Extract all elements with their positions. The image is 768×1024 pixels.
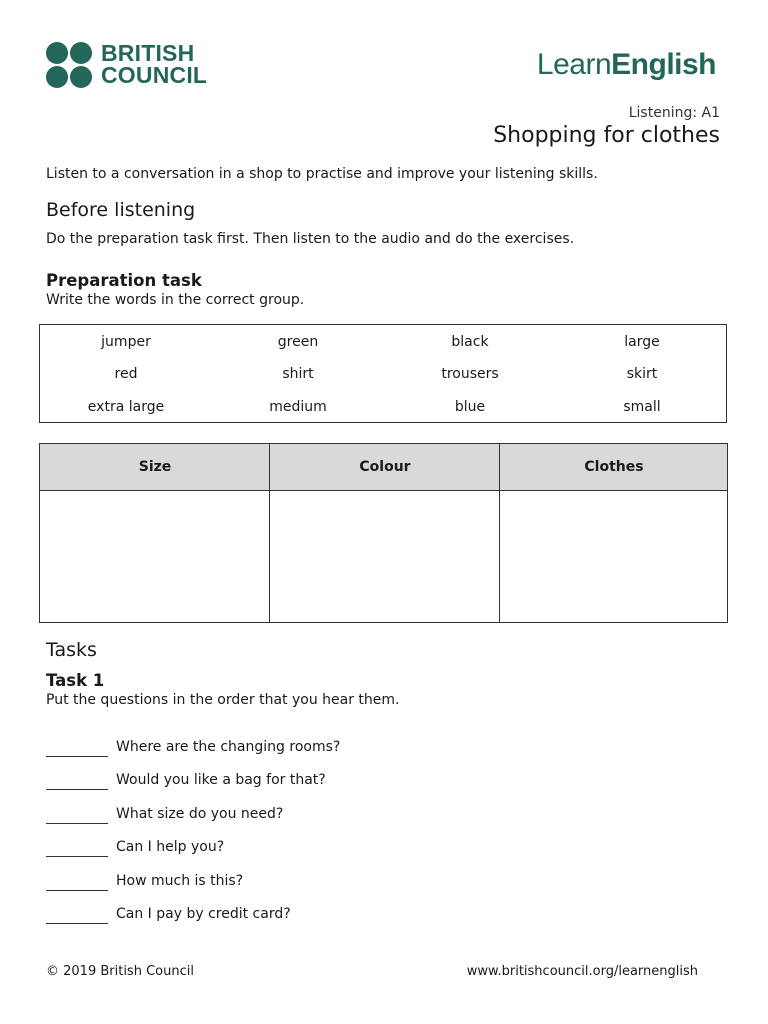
footer-copyright: © 2019 British Council: [46, 964, 194, 979]
preparation-instruction: Write the words in the correct group.: [46, 292, 305, 308]
question-item: What size do you need?: [116, 806, 284, 822]
answer-blank[interactable]: [46, 923, 108, 924]
british-council-wordmark: BRITISH COUNCIL: [101, 40, 208, 88]
answer-blank[interactable]: [46, 890, 108, 891]
word-item: shirt: [282, 366, 314, 382]
question-item: Can I pay by credit card?: [116, 906, 291, 922]
question-item: Would you like a bag for that?: [116, 772, 326, 788]
size-column-header: Size: [138, 459, 172, 475]
word-item: small: [623, 399, 661, 415]
footer-url[interactable]: www.britishcouncil.org/learnenglish: [466, 964, 698, 979]
word-item: large: [624, 334, 660, 350]
answer-blank[interactable]: [46, 789, 108, 790]
word-item: extra large: [87, 399, 165, 415]
task1-heading: Task 1: [46, 671, 105, 690]
clothes-column-header: Clothes: [584, 459, 644, 475]
preparation-heading: Preparation task: [46, 271, 202, 290]
word-item: black: [451, 334, 489, 350]
tasks-heading: Tasks: [46, 639, 97, 661]
question-item: Where are the changing rooms?: [116, 739, 341, 755]
question-item: How much is this?: [116, 873, 244, 889]
grouping-table: [39, 443, 728, 623]
lesson-intro: Listen to a conversation in a shop to practise and improve your listening skills.: [46, 166, 598, 182]
question-item: Can I help you?: [116, 839, 225, 855]
colour-column-header: Colour: [359, 459, 411, 475]
page-title: Shopping for clothes: [493, 123, 720, 148]
british-council-logo: [46, 42, 216, 90]
british-council-dots-icon: [46, 42, 94, 88]
learnenglish-logo: LearnEnglish: [536, 48, 716, 81]
lesson-level: Listening: A1: [628, 105, 720, 121]
task1-instruction: Put the questions in the order that you hear them.: [46, 692, 400, 708]
answer-blank[interactable]: [46, 756, 108, 757]
word-item: skirt: [626, 366, 658, 382]
before-listening-text: Do the preparation task first. Then listen to the audio and do the exercises.: [46, 231, 575, 247]
word-item: jumper: [101, 334, 151, 350]
word-item: green: [277, 334, 319, 350]
word-item: medium: [269, 399, 327, 415]
answer-blank[interactable]: [46, 823, 108, 824]
word-item: trousers: [441, 366, 499, 382]
answer-blank[interactable]: [46, 856, 108, 857]
word-bank: [39, 324, 727, 423]
word-item: red: [114, 366, 138, 382]
before-listening-heading: Before listening: [46, 199, 196, 221]
word-item: blue: [454, 399, 486, 415]
